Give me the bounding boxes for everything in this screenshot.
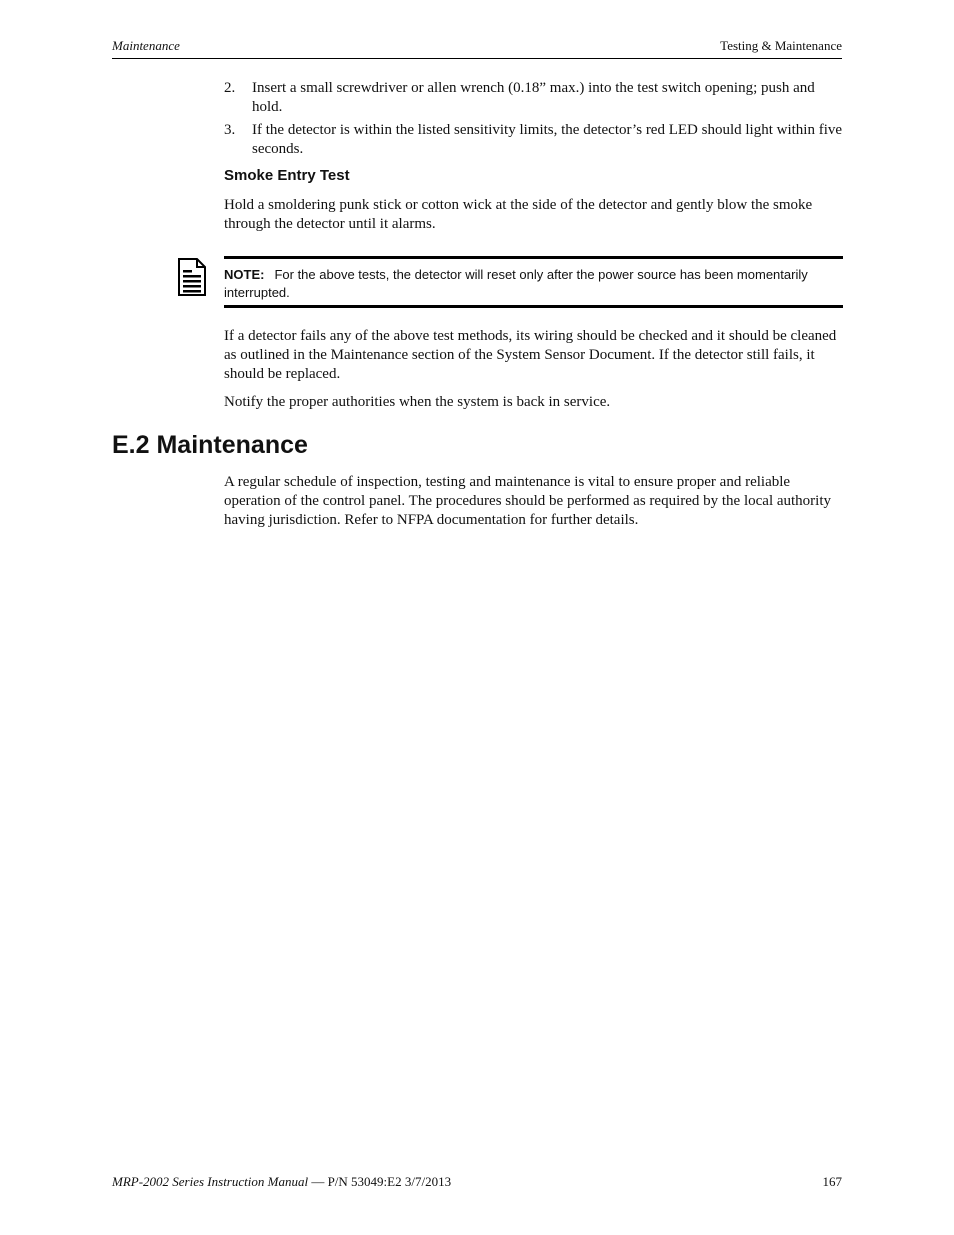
step-text: Insert a small screwdriver or allen wrench (0.18” max.) into the test switch opening; push and hold. bbox=[252, 80, 815, 115]
list-item bbox=[224, 121, 844, 159]
page-header bbox=[112, 38, 842, 59]
page-number: 167 bbox=[822, 1174, 842, 1189]
list-item bbox=[224, 79, 844, 117]
step-text: If the detector is within the listed sensitivity limits, the detector’s red LED should light within five seconds. bbox=[252, 122, 843, 157]
smoke-entry-paragraph: Hold a smoldering punk stick or cotton wick at the side of the detector and gently blow the smoke through the detector until it alarms. bbox=[224, 197, 813, 232]
footer-document-info bbox=[112, 1174, 451, 1190]
note-document-icon bbox=[177, 258, 207, 296]
step-number: 2. bbox=[224, 80, 236, 96]
detector-fail-paragraph: If a detector fails any of the above test methods, its wiring should be checked and it should be cleaned as outlined in the Maintenance section of the System Sensor Document. If the detector still fails, it should be replaced. bbox=[224, 328, 837, 382]
note-box bbox=[224, 256, 843, 308]
note-label: NOTE: bbox=[224, 267, 265, 282]
test-steps-list bbox=[224, 79, 844, 163]
step-number: 3. bbox=[224, 122, 236, 138]
maintenance-paragraph: A regular schedule of inspection, testing and maintenance is vital to ensure proper and reliable operation of the control panel. The procedures should be performed as required by the local authority having jurisdiction. Refer to NFPA documentation for further details. bbox=[224, 474, 832, 528]
header-section: Testing & Maintenance bbox=[720, 38, 842, 53]
note-content bbox=[224, 266, 864, 302]
header-chapter: Maintenance bbox=[112, 38, 180, 53]
notify-paragraph: Notify the proper authorities when the system is back in service. bbox=[224, 394, 611, 410]
smoke-entry-heading: Smoke Entry Test bbox=[224, 167, 350, 184]
section-title: E.2 Maintenance bbox=[112, 431, 308, 459]
footer-part-number: — P/N 53049:E2 3/7/2013 bbox=[308, 1174, 452, 1189]
footer-manual-title: MRP-2002 Series Instruction Manual bbox=[112, 1174, 309, 1189]
note-text: For the above tests, the detector will reset only after the power source has been momentarily interrupted. bbox=[224, 267, 808, 300]
